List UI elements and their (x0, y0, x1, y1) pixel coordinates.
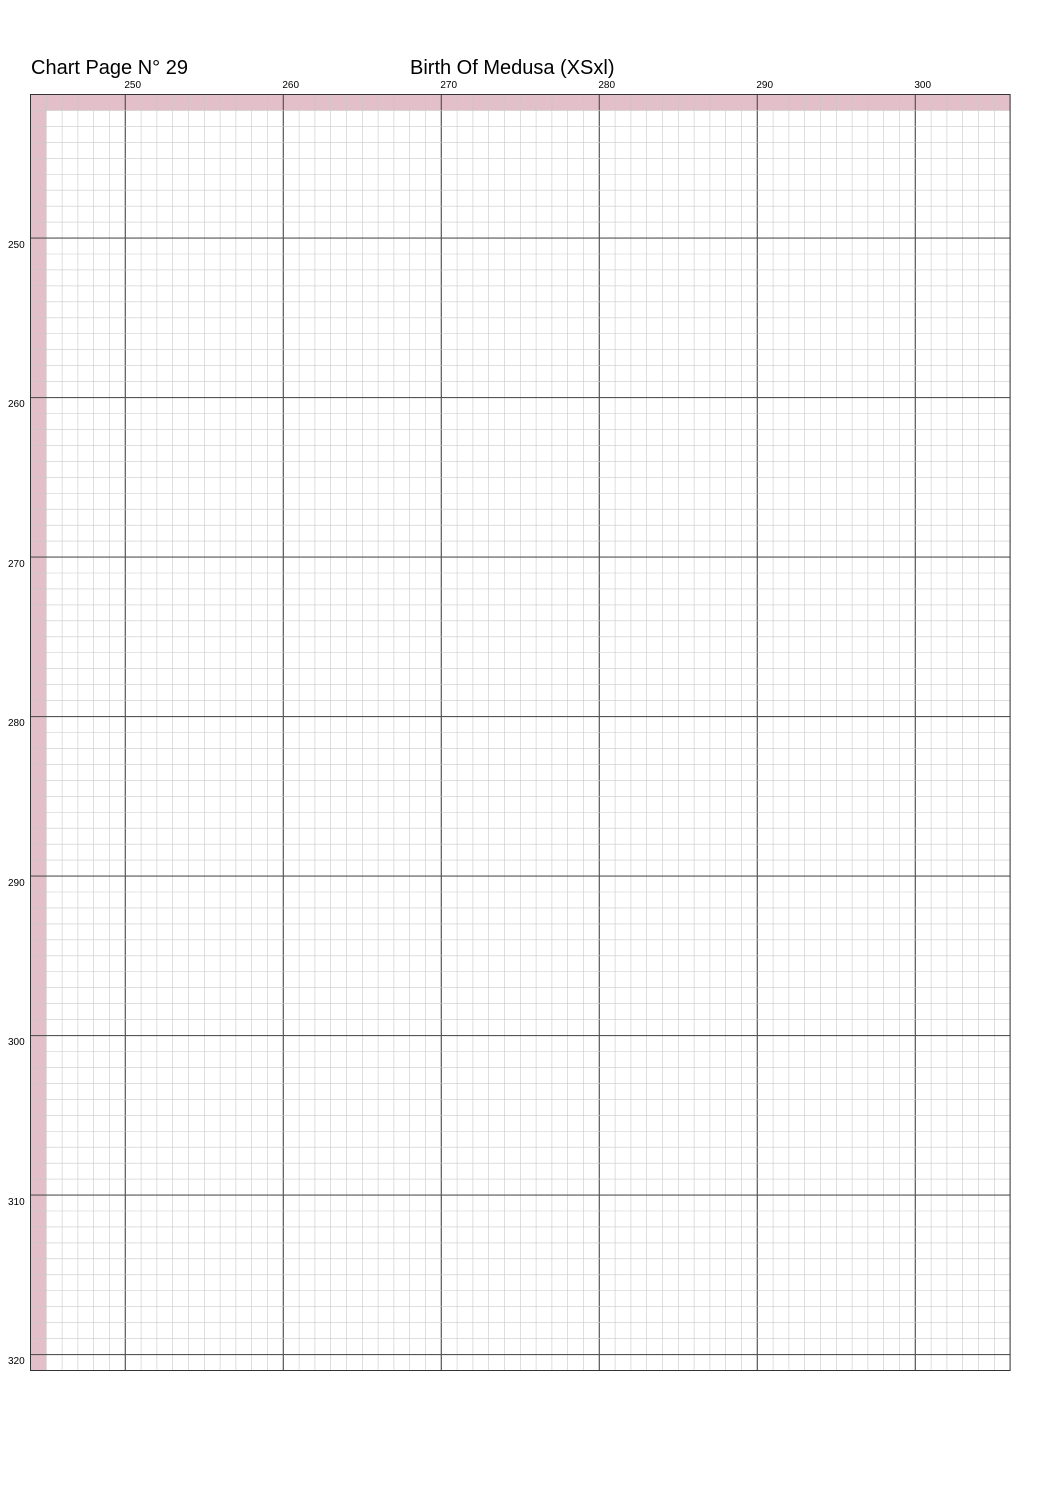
column-number-290: 290 (756, 80, 774, 91)
chart-title: Birth Of Medusa (XSxl) (410, 57, 615, 79)
page-label: Chart Page N° 29 (31, 57, 188, 79)
column-number-260: 260 (282, 80, 300, 91)
row-number-310: 310 (8, 1196, 25, 1208)
column-number-270: 270 (440, 80, 458, 91)
row-number-300: 300 (8, 1037, 25, 1049)
row-number-280: 280 (8, 718, 25, 730)
column-number-300: 300 (914, 80, 932, 91)
row-number-270: 270 (8, 558, 25, 570)
row-number-290: 290 (8, 877, 25, 889)
column-number-250: 250 (124, 80, 142, 91)
stitch-chart-grid (30, 94, 1012, 1372)
row-number-250: 250 (8, 239, 25, 251)
row-number-260: 260 (8, 399, 25, 411)
row-number-320: 320 (8, 1356, 25, 1368)
column-number-280: 280 (598, 80, 616, 91)
